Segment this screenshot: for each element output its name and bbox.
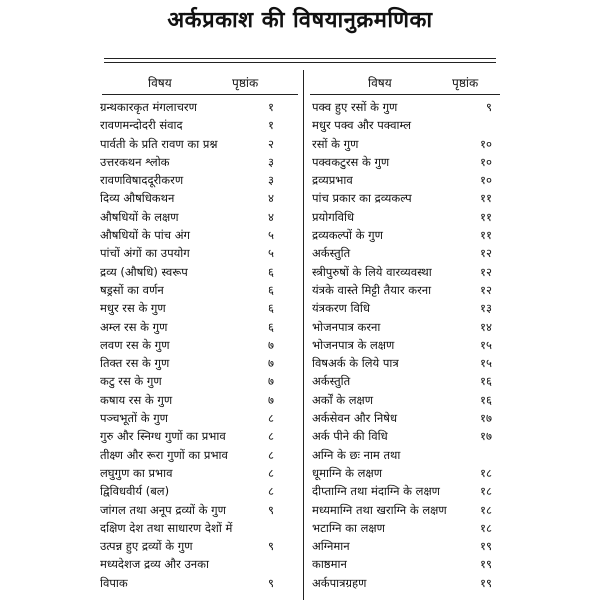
entry-topic: रसों के गुण <box>312 136 359 151</box>
entry-page-number: १० <box>480 173 492 188</box>
index-entry <box>100 574 296 592</box>
index-entry <box>100 153 296 171</box>
index-entry <box>100 409 296 427</box>
entry-topic: द्रव्यप्रभाव <box>312 173 353 188</box>
index-entry <box>312 427 500 445</box>
entry-topic: तिक्त रस के गुण <box>100 356 170 371</box>
entry-page-number: १६ <box>480 374 492 389</box>
entry-topic: भोजनपात्र के लक्षण <box>312 337 395 352</box>
entry-topic: मध्यदेशज द्रव्य और उनका <box>100 557 209 572</box>
entry-page-number: ८ <box>268 429 274 444</box>
entry-page-number: १२ <box>480 282 492 297</box>
entry-topic: अम्ल रस के गुण <box>100 319 168 334</box>
header-rule-right <box>310 94 500 95</box>
entry-page-number: ७ <box>268 356 274 371</box>
entry-topic: मधुर रस के गुण <box>100 301 166 316</box>
entry-page-number: १८ <box>480 502 492 517</box>
entry-page-number: १२ <box>480 246 492 261</box>
entry-topic: अर्कस्तुति <box>312 374 351 389</box>
entry-topic: विपाक <box>100 575 128 590</box>
index-entry <box>100 391 296 409</box>
entry-topic: अर्कस्तुति <box>312 246 351 261</box>
entry-topic: पांच प्रकार का द्रव्यकल्प <box>312 191 412 206</box>
index-entry <box>100 372 296 390</box>
entry-topic: काष्ठमान <box>312 557 347 572</box>
entry-page-number: १८ <box>480 484 492 499</box>
entry-topic: विषअर्क के लिये पात्र <box>312 356 399 371</box>
index-entry <box>312 555 500 573</box>
entry-page-number: १० <box>480 154 492 169</box>
entry-page-number: १५ <box>480 337 492 352</box>
entry-topic: लघुगुण का प्रभाव <box>100 465 173 480</box>
entry-topic: कषाय रस के गुण <box>100 392 173 407</box>
entry-topic: लवण रस के गुण <box>100 337 170 352</box>
entry-topic: ग्रन्थकारकृत मंगलाचरण <box>100 100 197 114</box>
entry-page-number: ११ <box>480 191 492 206</box>
right-index-column <box>312 98 500 592</box>
index-entry <box>100 135 296 153</box>
entry-page-number: १९ <box>480 539 492 554</box>
left-subject-header: विषय <box>148 76 172 90</box>
entry-page-number: १९ <box>480 557 492 572</box>
index-entry <box>100 482 296 500</box>
entry-page-number: १३ <box>480 301 492 316</box>
index-entry <box>312 116 500 134</box>
entry-topic: उत्पन्न हुए द्रव्यों के गुण <box>100 539 193 554</box>
entry-topic: गुरु और स्निग्ध गुणों का प्रभाव <box>100 429 226 444</box>
index-entry <box>100 555 296 573</box>
index-entry <box>312 409 500 427</box>
entry-topic: द्विविधवीर्य (बल) <box>100 484 170 499</box>
entry-topic: पक्व हुए रसों के गुण <box>312 100 398 114</box>
entry-page-number: ९ <box>268 539 274 554</box>
right-subject-header: विषय <box>368 76 392 90</box>
index-entry <box>312 336 500 354</box>
entry-page-number: ८ <box>268 447 274 462</box>
entry-page-number: ६ <box>268 282 274 297</box>
index-entry <box>312 501 500 519</box>
entry-topic: भटाग्नि का लक्षण <box>312 520 385 535</box>
entry-page-number: ७ <box>268 337 274 352</box>
index-entry <box>100 244 296 262</box>
entry-topic: औषधियों के लक्षण <box>100 209 179 224</box>
index-entry <box>312 189 500 207</box>
entry-page-number: ४ <box>268 191 274 206</box>
title-rule-top <box>104 58 496 59</box>
index-entry <box>312 263 500 281</box>
entry-page-number: १५ <box>480 356 492 371</box>
entry-page-number: १० <box>480 136 492 151</box>
entry-page-number: १४ <box>480 319 492 334</box>
entry-page-number: ५ <box>268 246 274 261</box>
entry-topic: रावणमन्दोदरी संवाद <box>100 118 183 133</box>
entry-page-number: ११ <box>480 209 492 224</box>
index-entry <box>312 135 500 153</box>
index-entry <box>100 171 296 189</box>
entry-page-number: ८ <box>268 484 274 499</box>
entry-page-number: ७ <box>268 392 274 407</box>
entry-topic: स्त्रीपुरुषों के लिये वारव्यवस्था <box>312 264 432 279</box>
index-entry <box>312 226 500 244</box>
entry-page-number: ६ <box>268 301 274 316</box>
entry-page-number: १७ <box>480 429 492 444</box>
entry-page-number: ८ <box>268 465 274 480</box>
index-entry <box>100 501 296 519</box>
column-divider <box>303 70 304 600</box>
entry-topic: कटु रस के गुण <box>100 374 162 389</box>
entry-topic: अर्कपात्रग्रहण <box>312 575 367 590</box>
entry-topic: दिव्य औषधिकथन <box>100 191 175 206</box>
index-entry <box>312 372 500 390</box>
page-title: अर्कप्रकाश की विषयानुक्रमणिका <box>167 8 433 33</box>
entry-topic: द्रव्य (औषधि) स्वरूप <box>100 264 188 279</box>
entry-topic: रावणविषाददूरीकरण <box>100 173 184 188</box>
index-entry <box>312 537 500 555</box>
entry-page-number: ४ <box>268 209 274 224</box>
entry-page-number: २ <box>268 136 274 151</box>
index-entry <box>100 537 296 555</box>
index-entry <box>312 244 500 262</box>
index-entry <box>312 153 500 171</box>
entry-page-number: १ <box>268 118 274 133</box>
entry-topic: मध्यमाग्नि तथा खराग्नि के लक्षण <box>312 502 447 517</box>
entry-topic: उत्तरकथन श्लोक <box>100 154 170 169</box>
index-entry <box>312 98 500 116</box>
entry-topic: द्रव्यकल्पों के गुण <box>312 228 383 243</box>
index-entry <box>100 427 296 445</box>
index-entry <box>100 98 296 116</box>
left-page-header: पृष्ठांक <box>232 76 259 90</box>
entry-topic: जांगल तथा अनूप द्रव्यों के गुण <box>100 502 226 517</box>
index-entry <box>100 208 296 226</box>
entry-page-number: १६ <box>480 392 492 407</box>
index-entry <box>312 464 500 482</box>
index-entry <box>100 189 296 207</box>
index-entry <box>100 354 296 372</box>
entry-topic: औषधियों के पांच अंग <box>100 228 190 243</box>
entry-topic: धूमाग्नि के लक्षण <box>312 465 383 480</box>
entry-topic: प्रयोगविधि <box>312 209 355 224</box>
entry-page-number: १ <box>268 100 274 114</box>
index-entry <box>100 281 296 299</box>
entry-topic: षड्रसों का वर्णन <box>100 282 164 297</box>
header-rule-left <box>102 94 298 95</box>
entry-page-number: ९ <box>268 575 274 590</box>
entry-topic: मधुर पक्व और पक्वाम्ल <box>312 118 412 133</box>
index-entry <box>312 299 500 317</box>
index-entry <box>100 299 296 317</box>
entry-topic: अर्कसेवन और निषेध <box>312 411 398 426</box>
entry-topic: यंत्रके वास्ते मिट्टी तैयार करना <box>312 282 432 297</box>
entry-topic: अग्निमान <box>312 539 350 554</box>
entry-page-number: ९ <box>268 502 274 517</box>
index-entry <box>312 318 500 336</box>
entry-topic: पञ्चभूतों के गुण <box>100 411 168 426</box>
entry-topic: दीप्ताग्नि तथा मंदाग्नि के लक्षण <box>312 484 440 499</box>
entry-page-number: ३ <box>268 154 274 169</box>
index-entry <box>100 446 296 464</box>
entry-page-number: ३ <box>268 173 274 188</box>
index-entry <box>100 336 296 354</box>
entry-topic: तीक्ष्ण और रूरा गुणों का प्रभाव <box>100 447 228 462</box>
entry-page-number: ६ <box>268 264 274 279</box>
entry-page-number: १९ <box>480 575 492 590</box>
entry-page-number: १८ <box>480 465 492 480</box>
entry-page-number: ६ <box>268 319 274 334</box>
entry-page-number: १७ <box>480 411 492 426</box>
entry-page-number: १२ <box>480 264 492 279</box>
index-entry <box>312 446 500 464</box>
title-rule-bottom <box>104 62 496 63</box>
index-entry <box>100 116 296 134</box>
entry-page-number: ८ <box>268 411 274 426</box>
right-page-header: पृष्ठांक <box>452 76 479 90</box>
index-entry <box>100 519 296 537</box>
index-entry <box>100 464 296 482</box>
index-entry <box>312 574 500 592</box>
entry-topic: दक्षिण देश तथा साधारण देशों में <box>100 520 233 535</box>
index-entry <box>100 226 296 244</box>
entry-topic: यंत्रकरण विधि <box>312 301 370 316</box>
index-entry <box>312 391 500 409</box>
index-entry <box>312 354 500 372</box>
entry-topic: भोजनपात्र करना <box>312 319 381 334</box>
index-entry <box>312 171 500 189</box>
index-entry <box>312 281 500 299</box>
entry-topic: अर्कों के लक्षण <box>312 392 374 407</box>
entry-topic: पांचों अंगों का उपयोग <box>100 246 190 261</box>
entry-page-number: १८ <box>480 520 492 535</box>
left-index-column <box>100 98 296 592</box>
entry-topic: पक्वकटुरस के गुण <box>312 154 390 169</box>
entry-page-number: ५ <box>268 228 274 243</box>
entry-page-number: ७ <box>268 374 274 389</box>
entry-topic: अग्नि के छः नाम तथा <box>312 447 401 462</box>
entry-topic: पार्वती के प्रति रावण का प्रश्न <box>100 136 218 151</box>
index-entry <box>312 519 500 537</box>
index-entry <box>312 482 500 500</box>
entry-page-number: ९ <box>486 100 492 114</box>
index-entry <box>100 318 296 336</box>
entry-page-number: ११ <box>480 228 492 243</box>
index-entry <box>312 208 500 226</box>
index-entry <box>100 263 296 281</box>
entry-topic: अर्क पीने की विधि <box>312 429 388 444</box>
